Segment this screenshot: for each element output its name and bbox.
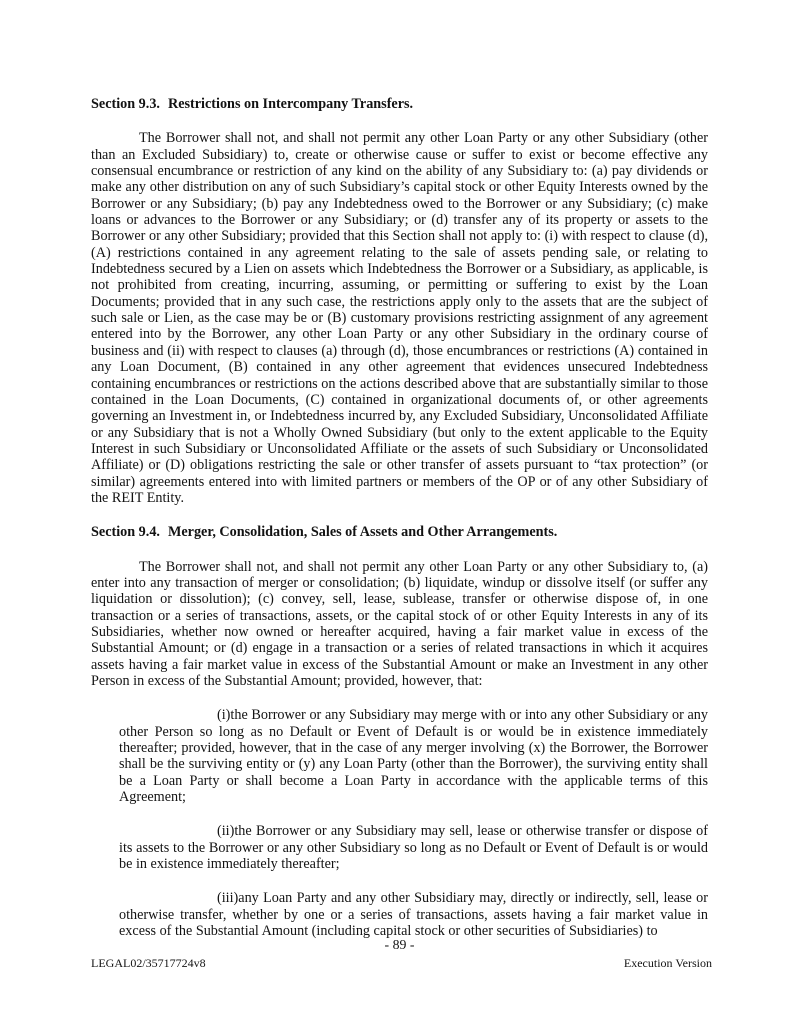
section-9-4-title: Merger, Consolidation, Sales of Assets and Other Arrangements. [167,524,558,541]
clause-text-i: the Borrower or any Subsidiary may merge with or into any other Subsidiary or any other Person so long as no Default or Event of Default is or would be in existence immediately thereafter; provided, however, that in the case of any merger involving (x) the Borrower, the Borrower shall be the surviving entity or (y) any Loan Party (other than the Borrower), the surviving entity shall be a Loan Party or shall become a Loan Party in accordance with the applicable terms of this Agreement; [119,707,708,806]
footer-document-id: LEGAL02/35717724v8 [91,956,206,970]
section-9-3-heading [91,96,708,112]
clause-marker-i: (i) [217,707,231,724]
section-9-4-paragraph: The Borrower shall not, and shall not permit any other Loan Party or any other Subsidiary to, (a) enter into any transaction of merger or consolidation; (b) liquidate, windup or dissolve itself (or suffer any liquidation or dissolution); (c) convey, sell, lease, sublease, transfer or otherwise dispose of, in one transaction or a series of transactions, assets, or the capital stock of or other Equity Interests in any of its Subsidiaries, whether now owned or hereafter acquired, having a fair market value in excess of the Substantial Amount; or (d) engage in a transaction or a series of related transactions in which it acquires assets having a fair market value in excess of the Substantial Amount or make an Investment in any other Person in excess of the Substantial Amount; provided, however, that: [91,558,708,689]
clause-text-ii: the Borrower or any Subsidiary may sell, lease or otherwise transfer or dispose of its assets to the Borrower or any other Subsidiary so long as no Default or Event of Default is or would be in existence immediately thereafter; [119,823,708,873]
section-9-4-number: Section 9.4. [91,524,160,541]
page-content [91,96,708,957]
clause-marker-iii: (iii) [217,890,239,907]
page-number: - 89 - [384,937,415,952]
section-9-3-number: Section 9.3. [91,96,160,112]
clause-item-iii [119,890,708,939]
clause-marker-ii: (ii) [217,823,235,840]
footer-version-label: Execution Version [623,956,712,970]
clause-text-iii: any Loan Party and any other Subsidiary may, directly or indirectly, sell, lease or otherwise transfer, whether by one or a series of transactions, assets having a fair market value in excess of the Substantial Amount (including capital stock or other securities of Subsidiaries) to [119,890,708,940]
section-9-3-title: Restrictions on Intercompany Transfers. [167,96,414,112]
clause-item-i [119,707,708,805]
section-9-3-paragraph: The Borrower shall not, and shall not permit any other Loan Party or any other Subsidiary (other than an Excluded Subsidiary) to, create or otherwise cause or suffer to exist or become effective any consensual encumbrance or restriction of any kind on the ability of any Subsidiary to: (a) pay dividends or make any other distribution on any of such Subsidiary’s capital stock or other Equity Interests owned by the Borrower or any Subsidiary; (b) pay any Indebtedness owed to the Borrower or any Subsidiary; (c) make loans or advances to the Borrower or any Subsidiary; or (d) transfer any of its property or assets to the Borrower or any other Subsidiary; provided that this Section shall not apply to: (i) with respect to clause (d), (A) restrictions contained in any agreement relating to the sale of assets pending sale, or relating to Indebtedness secured by a Lien on assets which Indebtedness the Borrower or a Subsidiary, as applicable, is not prohibited from creating, incurring, assuming, or permitting or suffering to exist by the Loan Documents; provided that in any such case, the restrictions apply only to the assets that are the subject of such sale or Lien, as the case may be or (B) customary provisions restricting assignment of any agreement entered into by the Borrower, any other Loan Party or any other Subsidiary in the ordinary course of business and (ii) with respect to clauses (a) through (d), those encumbrances or restrictions (A) contained in any Loan Document, (B) contained in any other agreement that evidences unsecured Indebtedness containing encumbrances or restrictions on the actions described above that are substantially similar to those contained in the Loan Documents, (C) contained in organizational documents of, or other agreements governing an Investment in, or Indebtedness incurred by, any Excluded Subsidiary, Unconsolidated Affiliate or any Subsidiary that is not a Wholly Owned Subsidiary (but only to the extent applicable to the Equity Interest in such Subsidiary or Unconsolidated Affiliate or the assets of such Subsidiary or Unconsolidated Affiliate) or (D) obligations restricting the sale or other transfer of assets pursuant to “tax protection” (or similar) agreements entered into with limited partners or members of the OP or of any other Subsidiary of the REIT Entity. [91,130,708,506]
clause-item-ii [119,823,708,872]
section-9-4-heading [91,524,708,540]
